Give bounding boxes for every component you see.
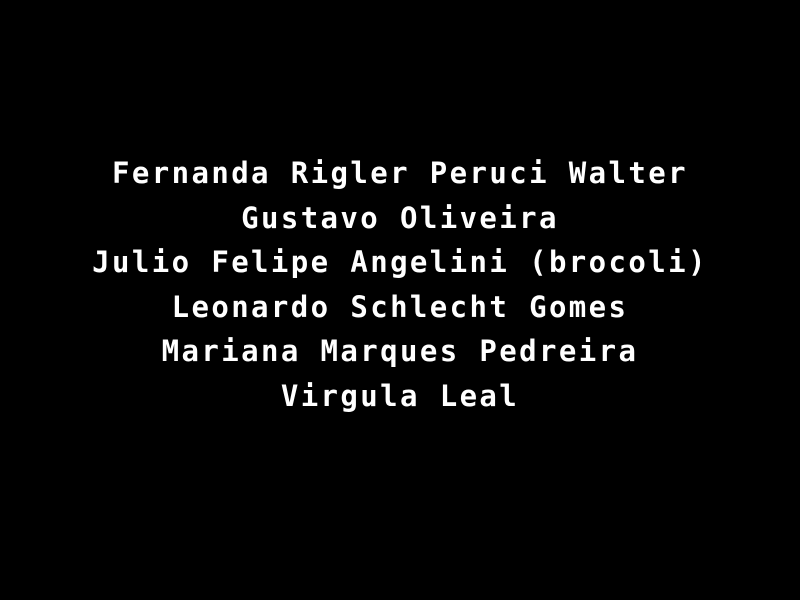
credit-name: Fernanda Rigler Peruci Walter xyxy=(112,156,688,190)
credit-name: Gustavo Oliveira xyxy=(241,200,559,235)
credit-name: Virgula Leal xyxy=(280,378,520,413)
credits-list xyxy=(0,151,800,419)
credit-name: Leonardo Schlecht Gomes xyxy=(171,289,629,324)
credit-name: Mariana Marques Pedreira xyxy=(161,334,639,369)
credit-name: Julio Felipe Angelini (brocoli) xyxy=(92,245,708,280)
